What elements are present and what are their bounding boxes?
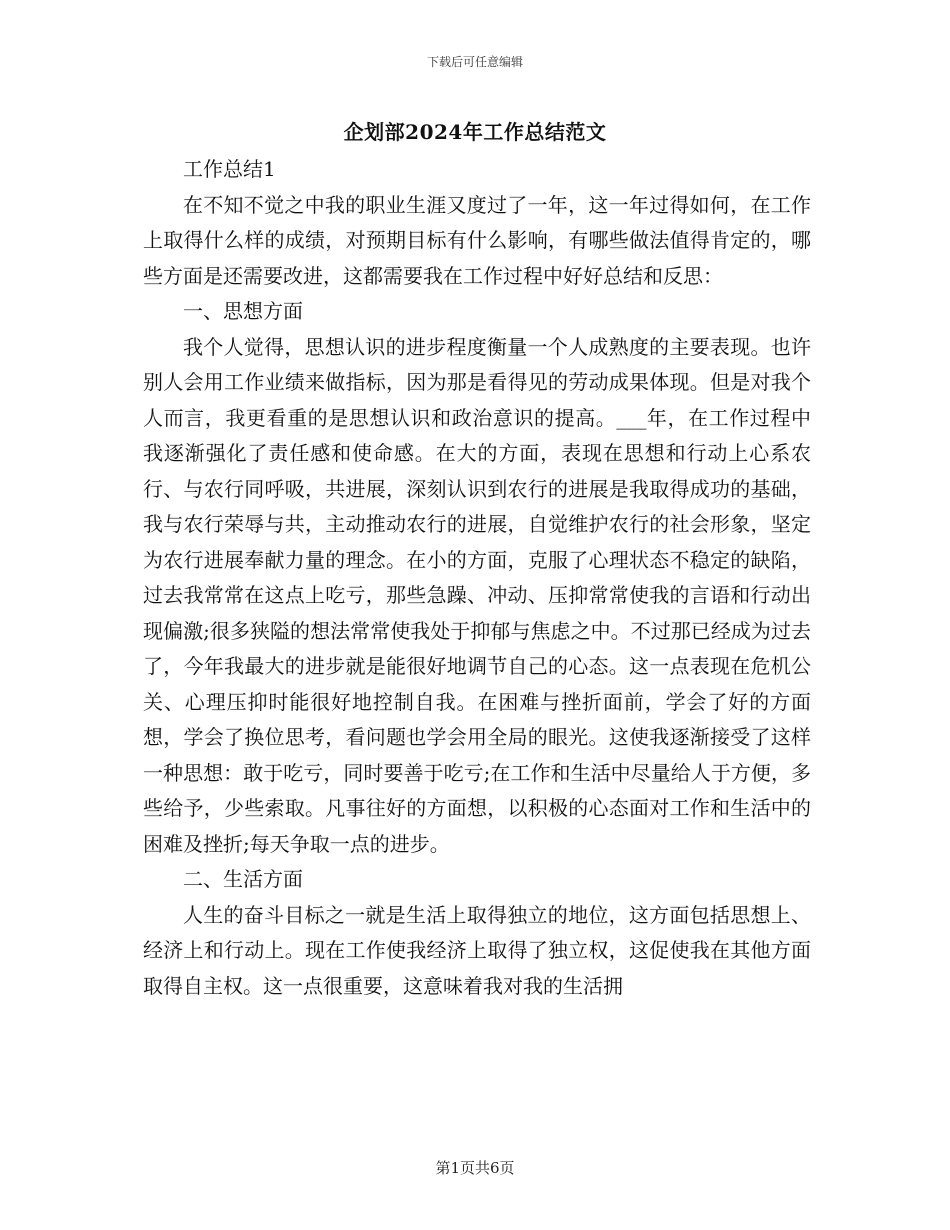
section-heading-summary-1: 工作总结1 — [183, 157, 276, 181]
page-number: 第1页共6页 — [435, 1159, 515, 1177]
page-header-note: 下载后可任意编辑 — [426, 55, 523, 69]
section-heading-thought: 一、思想方面 — [183, 299, 303, 323]
paragraph-thought: 我个人觉得，思想认识的进步程度衡量一个人成熟度的主要表现。也许别人会用工作业绩来做指标，因为那是看得见的劳动成果体现。但是对我个人而言，我更看重的是思想认识和政治意识的提高。___年，在工作过程中我逐渐强化了责任感和使命感。在大的方面，表现在思想和行动上心系农行、与农行同呼吸，共进展，深刻认识到农行的进展是我取得成功的基础，我与农行荣辱与共，主动推动农行的进展，自觉维护农行的社会形象，坚定为农行进展奉献力量的理念。在小的方面，克服了心理状态不稳定的缺陷，过去我常常在这点上吃亏，那些急躁、冲动、压抑常常使我的言语和行动出现偏激;很多狭隘的想法常常使我处于抑郁与焦虑之中。不过那已经成为过去了，今年我最大的进步就是能很好地调节自己的心态。这一点表现在危机公关、心理压抑时能很好地控制自我。在困难与挫折面前，学会了好的方面想，学会了换位思考，看问题也学会用全局的眼光。这使我逐渐接受了这样一种思想：敢于吃亏，同时要善于吃亏;在工作和生活中尽量给人于方便，多些给予，少些索取。凡事往好的方面想，以积极的心态面对工作和生活中的困难及挫折;每天争取一点的进步。 — [143, 334, 811, 856]
document-body — [143, 152, 811, 1004]
paragraph-life: 人生的奋斗目标之一就是生活上取得独立的地位，这方面包括思想上、经济上和行动上。现在工作使我经济上取得了独立权，这促使我在其他方面取得自主权。这一点很重要，这意味着我对我的生活拥 — [143, 902, 811, 998]
paragraph-intro: 在不知不觉之中我的职业生涯又度过了一年，这一年过得如何，在工作上取得什么样的成绩，对预期目标有什么影响，有哪些做法值得肯定的，哪些方面是还需要改进，这都需要我在工作过程中好好总结和反思： — [143, 192, 811, 288]
document-title: 企划部2024年工作总结范文 — [343, 120, 607, 144]
section-heading-life: 二、生活方面 — [183, 867, 303, 891]
